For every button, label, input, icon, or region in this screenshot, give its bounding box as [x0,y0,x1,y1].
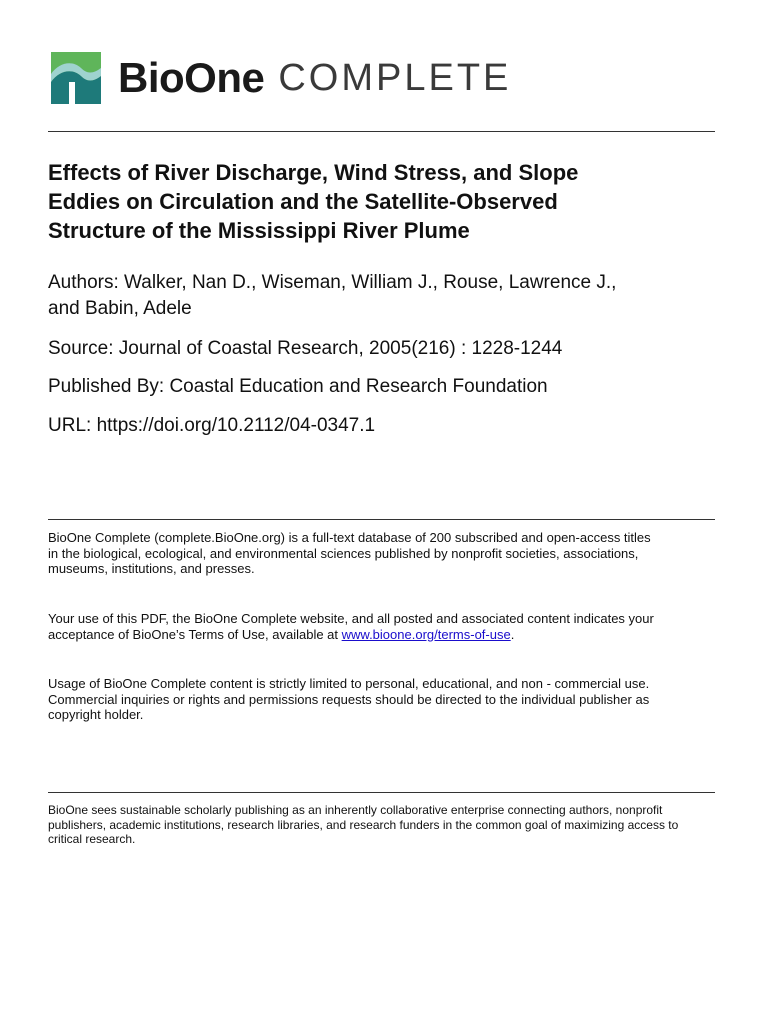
title-line-3: Structure of the Mississippi River Plume [48,218,470,243]
usage-line-2: Commercial inquiries or rights and permissions requests should be directed to the individual publisher as [48,691,650,707]
about-line-1: BioOne Complete (complete.BioOne.org) is a full-text database of 200 subscribed and open-access titles [48,530,651,545]
terms-of-use-link[interactable]: www.bioone.org/terms-of-use [341,626,511,642]
bioone-logo [51,51,511,105]
authors-line-1: Authors: Walker, Nan D., Wiseman, William J., Rouse, Lawrence J., [48,272,617,293]
terms-line-2-suffix: . [510,626,515,642]
about-line-2: in the biological, ecological, and environmental sciences published by nonprofit societies, associations, [48,545,639,561]
about-line-3: museums, institutions, and presses. [48,561,255,576]
usage-line-3: copyright holder. [48,707,144,722]
footer-divider [48,792,715,793]
footer-paragraph [48,803,716,847]
footer-line-1: BioOne sees sustainable scholarly publishing as an inherently collaborative enterprise connecting authors, nonprofit [48,803,663,817]
usage-line-1: Usage of BioOne Complete content is strictly limited to personal, educational, and non - commercial use. [48,676,650,691]
terms-line-1: Your use of this PDF, the BioOne Complete website, and all posted and associated content indicates your [48,611,654,626]
logo-brand-text: BioOne [118,54,265,101]
article-url[interactable]: URL: https://doi.org/10.2112/04-0347.1 [48,415,376,436]
footer-line-3: critical research. [48,832,136,846]
terms-paragraph [48,611,716,642]
authors-line-2: and Babin, Adele [48,298,192,319]
article-source: Source: Journal of Coastal Research, 2005(216) : 1228-1244 [48,338,563,359]
title-line-1: Effects of River Discharge, Wind Stress, and Slope [48,160,579,185]
title-line-2: Eddies on Circulation and the Satellite-Observed [48,189,558,214]
article-authors [48,270,718,322]
header-divider [48,131,715,132]
terms-line-2-prefix: acceptance of BioOne’s Terms of Use, available at [48,626,342,642]
footer-line-2: publishers, academic institutions, research libraries, and research funders in the common goal of maximizing access to [48,817,679,832]
notice-divider [48,519,715,520]
about-paragraph [48,530,716,577]
usage-paragraph [48,676,716,723]
article-title [48,158,708,245]
bioone-logo-icon [51,52,101,104]
logo-product-text: COMPLETE [278,56,512,99]
article-publisher: Published By: Coastal Education and Research Foundation [48,376,548,397]
